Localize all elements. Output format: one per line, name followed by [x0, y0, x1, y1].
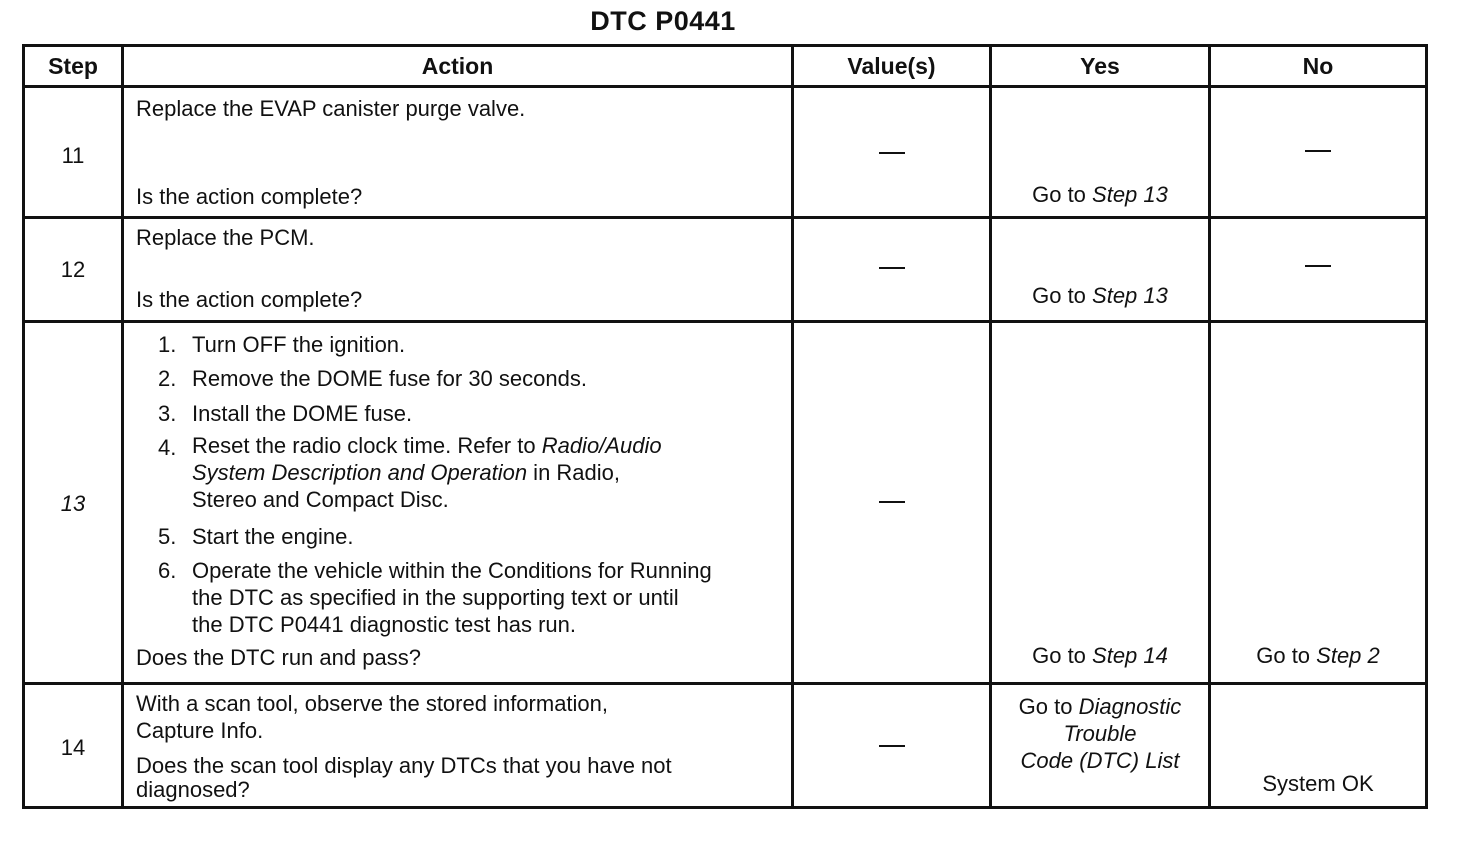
header-action: Action [123, 46, 793, 87]
action-text: Capture Info. [136, 718, 264, 743]
diagnostic-table [22, 44, 1428, 809]
list-item: 1. Turn OFF the ignition. [158, 332, 406, 357]
header-step: Step [24, 46, 123, 87]
yes-link: Go to Step 13 [1032, 182, 1168, 207]
value-dash [879, 267, 905, 269]
list-item: 6. Operate the vehicle within the Conditions for Running the DTC as specified in the supporting text or until the DTC P0441 diagnostic test has run. [158, 558, 712, 637]
yes-link: Go to Diagnostic Trouble Code (DTC) List [1018, 694, 1182, 773]
table-row [24, 87, 1427, 218]
header-row [24, 46, 1427, 87]
header-yes: Yes [991, 46, 1210, 87]
no-dash [1305, 150, 1331, 152]
action-question: Does the DTC run and pass? [136, 645, 421, 670]
yes-link: Go to Step 14 [1032, 643, 1168, 668]
step-number: 11 [61, 143, 85, 168]
list-item: 3. Install the DOME fuse. [158, 401, 413, 426]
value-dash [879, 501, 905, 503]
no-link: Go to Step 2 [1256, 643, 1380, 668]
no-dash [1305, 265, 1331, 267]
action-question: Is the action complete? [136, 184, 363, 209]
step-number: 14 [60, 735, 86, 760]
header-no: No [1210, 46, 1427, 87]
list-item: 5. Start the engine. [158, 524, 354, 549]
table-row [24, 322, 1427, 684]
list-item: 2. Remove the DOME fuse for 30 seconds. [158, 366, 587, 391]
value-dash [879, 745, 905, 747]
yes-link: Go to Step 13 [1032, 283, 1168, 308]
no-result: System OK [1262, 771, 1374, 796]
step-number: 12 [60, 257, 86, 282]
header-values: Value(s) [793, 46, 991, 87]
action-question: diagnosed? [136, 777, 250, 802]
value-dash [879, 152, 905, 154]
list-item: 4. Reset the radio clock time. Refer to Radio/Audio System Description and Operation in Radio, Stereo and Compact Disc. [158, 433, 662, 512]
action-text: Replace the PCM. [136, 225, 315, 250]
action-question: Is the action complete? [136, 287, 363, 312]
action-text: Replace the EVAP canister purge valve. [136, 96, 526, 121]
step-number: 13 [60, 491, 86, 516]
table-row [24, 684, 1427, 808]
page-title: DTC P0441 [590, 6, 736, 36]
table-row [24, 218, 1427, 322]
action-question: Does the scan tool display any DTCs that you have not [136, 753, 672, 778]
action-text: With a scan tool, observe the stored information, [136, 691, 609, 716]
